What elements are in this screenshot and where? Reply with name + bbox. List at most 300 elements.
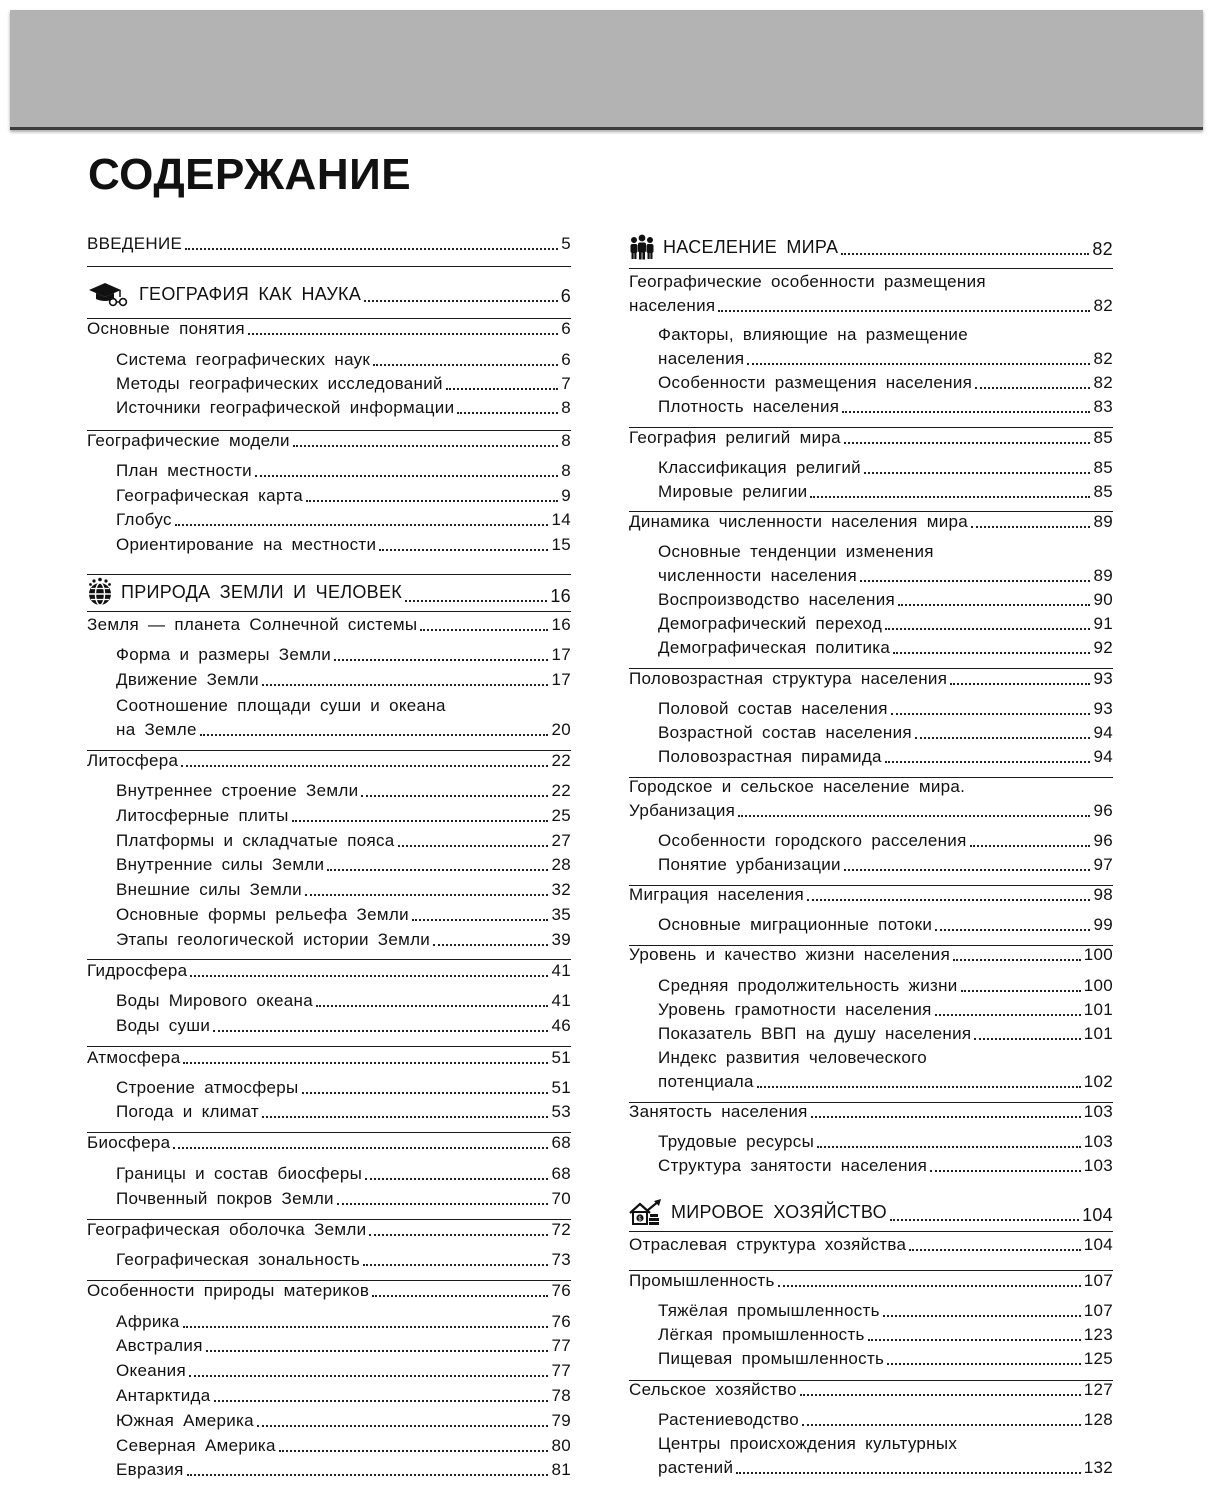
toc-entry-title: Динамика численности населения мира xyxy=(629,512,969,531)
section-divider xyxy=(629,1102,1113,1103)
dot-leader xyxy=(935,1014,1081,1016)
toc-subentry[interactable] xyxy=(116,1360,571,1382)
toc-page-number: 51 xyxy=(551,1078,571,1097)
toc-entry-title: Евразия xyxy=(116,1460,184,1479)
dot-leader xyxy=(365,1178,548,1180)
toc-entry[interactable] xyxy=(87,960,571,982)
dot-leader xyxy=(842,411,1090,413)
toc-page-number: 22 xyxy=(551,781,571,800)
toc-subentry[interactable] xyxy=(116,509,571,531)
economy-icon xyxy=(629,1198,663,1226)
section-divider xyxy=(629,945,1113,946)
toc-page-number: 98 xyxy=(1093,885,1113,904)
toc-subentry[interactable] xyxy=(116,1163,571,1185)
toc-page-number: 32 xyxy=(551,880,571,899)
toc-subentry[interactable] xyxy=(658,975,1113,997)
toc-entry[interactable] xyxy=(629,511,1113,533)
toc-subentry[interactable] xyxy=(658,1071,1113,1093)
dot-leader xyxy=(173,1147,548,1149)
section-divider xyxy=(87,1280,571,1281)
toc-entry[interactable] xyxy=(87,614,571,636)
toc-page-number: 93 xyxy=(1093,699,1113,718)
toc-page-number: 103 xyxy=(1083,1102,1113,1121)
toc-entry[interactable] xyxy=(629,884,1113,906)
dot-leader xyxy=(935,929,1090,931)
toc-subentry[interactable] xyxy=(658,396,1113,418)
toc-entry-title: Северная Америка xyxy=(116,1436,276,1455)
dot-leader xyxy=(844,869,1091,871)
toc-entry-title: Границы и состав биосферы xyxy=(116,1164,363,1183)
toc-subentry[interactable] xyxy=(116,373,571,395)
dot-leader xyxy=(930,1170,1081,1172)
toc-subentry[interactable] xyxy=(116,485,571,507)
toc-page-number: 8 xyxy=(561,431,571,450)
graduation-cap-icon xyxy=(87,281,131,307)
toc-page-number: 101 xyxy=(1083,1024,1113,1043)
toc-page-number: 41 xyxy=(551,961,571,980)
toc-entry-title: населения xyxy=(658,349,745,368)
toc-page-number: 89 xyxy=(1093,512,1113,531)
dot-leader xyxy=(334,659,548,661)
dot-leader xyxy=(811,1116,1081,1118)
toc-subentry[interactable] xyxy=(658,722,1113,744)
toc-page-number: 51 xyxy=(551,1048,571,1067)
dot-leader xyxy=(810,496,1090,498)
dot-leader xyxy=(187,1474,549,1476)
section-divider xyxy=(629,1270,1113,1271)
toc-entry-title: Литосферные плиты xyxy=(116,806,289,825)
toc-page-number: 103 xyxy=(1083,1132,1113,1151)
svg-text:$: $ xyxy=(637,1215,643,1223)
dot-leader xyxy=(864,472,1091,474)
globe-icon xyxy=(87,577,113,607)
dot-leader xyxy=(206,1350,549,1352)
dot-leader xyxy=(262,1116,548,1118)
dot-leader xyxy=(181,765,548,767)
toc-page-number: 22 xyxy=(551,751,571,770)
toc-subentry[interactable] xyxy=(658,1155,1113,1177)
dot-leader xyxy=(200,734,549,736)
toc-page-number: 101 xyxy=(1083,1000,1113,1019)
toc-entry-title: Плотность населения xyxy=(658,397,840,416)
toc-entry-title: Антарктида xyxy=(116,1386,211,1405)
toc-entry-title: Классификация религий xyxy=(658,458,861,477)
toc-subentry[interactable] xyxy=(658,999,1113,1021)
toc-entry-line1: Центры происхождения культурных xyxy=(658,1434,958,1453)
dot-leader xyxy=(909,1249,1080,1251)
toc-entry-title: Географическая зональность xyxy=(116,1250,361,1269)
toc-page-number: 7 xyxy=(561,374,571,393)
section-divider xyxy=(629,1231,1113,1232)
toc-page-number: 78 xyxy=(551,1386,571,1405)
toc-entry-title: Особенности городского расселения xyxy=(658,831,967,850)
toc-entry-title: Возрастной состав населения xyxy=(658,723,912,742)
toc-entry-title: Географические модели xyxy=(87,431,290,450)
toc-page-number: 16 xyxy=(551,615,571,634)
page-title: СОДЕРЖАНИЕ xyxy=(88,150,412,199)
dot-leader xyxy=(405,600,547,602)
toc-entry-title: Форма и размеры Земли xyxy=(116,645,332,664)
toc-subentry[interactable] xyxy=(116,1101,571,1123)
toc-page-number: 39 xyxy=(551,930,571,949)
toc-entry-title: Воды суши xyxy=(116,1016,211,1035)
toc-entry-title: Австралия xyxy=(116,1336,203,1355)
section-divider xyxy=(87,959,571,960)
toc-entry[interactable] xyxy=(629,1234,1113,1256)
toc-entry-title: Методы географических исследований xyxy=(116,374,443,393)
dot-leader xyxy=(891,713,1091,715)
dot-leader xyxy=(337,1203,549,1205)
toc-entry-title: Гидросфера xyxy=(87,961,188,980)
toc-entry[interactable] xyxy=(87,1132,571,1154)
toc-entry-title: Особенности природы материков xyxy=(87,1281,370,1300)
toc-page-number: 35 xyxy=(551,905,571,924)
toc-entry-title: Миграция населения xyxy=(629,885,805,904)
toc-entry[interactable] xyxy=(87,318,571,340)
toc-subentry[interactable] xyxy=(658,830,1113,852)
toc-entry-line1: Индекс развития человеческого xyxy=(658,1048,928,1067)
dot-leader xyxy=(412,919,549,921)
toc-entry-title: потенциала xyxy=(658,1072,754,1091)
toc-chapter[interactable] xyxy=(629,234,1113,259)
toc-subentry[interactable] xyxy=(116,1385,571,1407)
toc-entry-title: Литосфера xyxy=(87,751,179,770)
toc-subentry[interactable] xyxy=(658,613,1113,635)
toc-page-number: 15 xyxy=(551,535,571,554)
toc-subentry[interactable] xyxy=(116,879,571,901)
toc-entry-title: Понятие урбанизации xyxy=(658,855,841,874)
toc-subentry[interactable] xyxy=(116,1435,571,1457)
dot-leader xyxy=(214,1400,549,1402)
toc-entry-title: ГЕОГРАФИЯ КАК НАУКА xyxy=(139,284,362,304)
toc-subentry[interactable] xyxy=(116,1015,571,1037)
toc-page-number: 82 xyxy=(1093,373,1113,392)
toc-subentry[interactable] xyxy=(116,1188,571,1210)
toc-page-number: 89 xyxy=(1093,566,1113,585)
toc-subentry[interactable] xyxy=(116,1335,571,1357)
toc-subentry[interactable] xyxy=(658,914,1113,936)
dot-leader xyxy=(887,1363,1081,1365)
toc-subentry[interactable] xyxy=(658,1324,1113,1346)
toc-entry[interactable] xyxy=(629,668,1113,690)
toc-entry[interactable] xyxy=(87,1280,571,1302)
toc-entry[interactable] xyxy=(87,1047,571,1069)
toc-subentry[interactable] xyxy=(116,854,571,876)
dot-leader xyxy=(373,364,558,366)
dot-leader xyxy=(885,761,1091,763)
toc-entry-title: Половозрастная пирамида xyxy=(658,747,882,766)
section-divider xyxy=(87,318,571,319)
dot-leader xyxy=(433,944,548,946)
section-divider xyxy=(629,511,1113,512)
toc-page-number: 73 xyxy=(551,1250,571,1269)
dot-leader xyxy=(841,253,1089,255)
dot-leader xyxy=(953,959,1081,961)
toc-subentry[interactable] xyxy=(658,1457,1113,1479)
toc-entry-title: Половой состав населения xyxy=(658,699,888,718)
toc-entry-title: Уровень грамотности населения xyxy=(658,1000,932,1019)
dot-leader xyxy=(248,333,558,335)
toc-page-number: 80 xyxy=(551,1436,571,1455)
dot-leader xyxy=(950,683,1090,685)
toc-subentry[interactable] xyxy=(658,481,1113,503)
toc-page-number: 94 xyxy=(1093,723,1113,742)
toc-subentry[interactable] xyxy=(116,669,571,691)
toc-entry-title: Погода и климат xyxy=(116,1102,259,1121)
toc-entry-title: Половозрастная структура населения xyxy=(629,669,948,688)
toc-entry-title: численности населения xyxy=(658,566,857,585)
toc-subentry[interactable] xyxy=(658,854,1113,876)
toc-entry-title: Движение Земли xyxy=(116,670,259,689)
toc-page-number: 79 xyxy=(551,1411,571,1430)
toc-entry-title: на Земле xyxy=(116,720,197,739)
dot-leader xyxy=(893,652,1090,654)
toc-page-number: 100 xyxy=(1083,976,1113,995)
toc-entry[interactable] xyxy=(629,427,1113,449)
toc-subentry[interactable] xyxy=(658,1348,1113,1370)
toc-entry-title: Основные формы рельефа Земли xyxy=(116,905,409,924)
toc-page-number: 107 xyxy=(1083,1271,1113,1290)
toc-entry-title: Этапы геологической истории Земли xyxy=(116,930,431,949)
toc-subentry[interactable] xyxy=(116,780,571,802)
toc-entry-title: Внутреннее строение Земли xyxy=(116,781,359,800)
toc-entry[interactable] xyxy=(629,800,1113,822)
toc-page-number: 103 xyxy=(1083,1156,1113,1175)
dot-leader xyxy=(757,1086,1081,1088)
toc-page-number: 93 xyxy=(1093,669,1113,688)
dot-leader xyxy=(363,1264,548,1266)
toc-entry-title: НАСЕЛЕНИЕ МИРА xyxy=(663,237,839,257)
toc-page-number: 17 xyxy=(551,670,571,689)
toc-page-number: 107 xyxy=(1083,1301,1113,1320)
toc-entry-line1: Соотношение площади суши и океана xyxy=(116,696,446,715)
dot-leader xyxy=(457,412,558,414)
toc-subentry[interactable] xyxy=(658,589,1113,611)
section-divider xyxy=(87,1046,571,1047)
toc-entry-title: Растениеводство xyxy=(658,1410,800,1429)
toc-subentry[interactable] xyxy=(116,805,571,827)
dot-leader xyxy=(885,628,1090,630)
toc-page-number: 46 xyxy=(551,1016,571,1035)
toc-page-number: 28 xyxy=(551,855,571,874)
toc-page-number: 8 xyxy=(561,461,571,480)
toc-page-number: 96 xyxy=(1093,801,1113,820)
toc-subentry[interactable] xyxy=(116,1077,571,1099)
toc-page-number: 99 xyxy=(1093,915,1113,934)
section-divider xyxy=(629,668,1113,669)
dot-leader xyxy=(185,248,558,250)
toc-entry-title: Отраслевая структура хозяйства xyxy=(629,1235,907,1254)
toc-page-number: 70 xyxy=(551,1189,571,1208)
dot-leader xyxy=(844,442,1091,444)
dot-leader xyxy=(802,1424,1081,1426)
toc-subentry[interactable] xyxy=(116,644,571,666)
toc-subentry[interactable] xyxy=(116,534,571,556)
toc-entry[interactable] xyxy=(87,430,571,452)
toc-page-number: 96 xyxy=(1093,831,1113,850)
toc-entry-title: Демографическая политика xyxy=(658,638,891,657)
toc-page-number: 8 xyxy=(561,398,571,417)
toc-subentry[interactable] xyxy=(658,698,1113,720)
toc-entry[interactable] xyxy=(629,944,1113,966)
dot-leader xyxy=(183,1326,549,1328)
dot-leader xyxy=(883,1315,1081,1317)
toc-entry-title: Показатель ВВП на душу населения xyxy=(658,1024,972,1043)
toc-subentry[interactable] xyxy=(658,457,1113,479)
toc-entry-title: Строение атмосферы xyxy=(116,1078,299,1097)
toc-entry[interactable] xyxy=(629,1379,1113,1401)
toc-page-number: 20 xyxy=(551,720,571,739)
toc-entry-line1: Географические особенности размещения xyxy=(629,272,986,291)
toc-page-number: 68 xyxy=(551,1133,571,1152)
toc-entry-title: населения xyxy=(629,296,716,315)
dot-leader xyxy=(369,1234,548,1236)
toc-entry-title: Почвенный покров Земли xyxy=(116,1189,334,1208)
toc-subentry[interactable] xyxy=(116,990,571,1012)
toc-page-number: 97 xyxy=(1093,855,1113,874)
toc-entry-title: План местности xyxy=(116,461,252,480)
toc-page-number: 123 xyxy=(1083,1325,1113,1344)
dot-leader xyxy=(817,1146,1081,1148)
toc-entry-title: Внутренние силы Земли xyxy=(116,855,325,874)
toc-page-number: 77 xyxy=(551,1361,571,1380)
toc-page-number: 81 xyxy=(551,1460,571,1479)
toc-entry-title: Занятость населения xyxy=(629,1102,808,1121)
dot-leader xyxy=(292,820,549,822)
toc-entry-line1: Городское и сельское население мира. xyxy=(629,777,966,796)
section-divider xyxy=(87,1132,571,1133)
toc-entry[interactable] xyxy=(87,233,571,255)
toc-entry-title: Демографический переход xyxy=(658,614,883,633)
toc-page-number: 53 xyxy=(551,1102,571,1121)
dot-leader xyxy=(262,684,549,686)
dot-leader xyxy=(970,845,1091,847)
dot-leader xyxy=(807,899,1090,901)
toc-subentry[interactable] xyxy=(658,348,1113,370)
toc-entry[interactable] xyxy=(87,750,571,772)
toc-subentry[interactable] xyxy=(658,1131,1113,1153)
toc-chapter[interactable] xyxy=(629,1198,1113,1225)
toc-entry-title: Океания xyxy=(116,1361,186,1380)
toc-page-number: 27 xyxy=(551,831,571,850)
dot-leader xyxy=(306,500,558,502)
toc-page-number: 90 xyxy=(1093,590,1113,609)
toc-entry[interactable] xyxy=(629,1101,1113,1123)
toc-entry-title: Южная Америка xyxy=(116,1411,254,1430)
toc-page-number: 85 xyxy=(1093,458,1113,477)
toc-subentry[interactable] xyxy=(658,746,1113,768)
section-divider xyxy=(629,1380,1113,1381)
toc-page-number: 41 xyxy=(551,991,571,1010)
toc-page-number: 127 xyxy=(1083,1380,1113,1399)
toc-subentry[interactable] xyxy=(658,1023,1113,1045)
toc-subentry[interactable] xyxy=(658,565,1113,587)
dot-leader xyxy=(257,1425,549,1427)
toc-page-number: 14 xyxy=(551,510,571,529)
toc-entry-title: ПРИРОДА ЗЕМЛИ И ЧЕЛОВЕК xyxy=(121,582,403,602)
toc-entry[interactable] xyxy=(629,1270,1113,1292)
toc-page-number: 100 xyxy=(1083,945,1113,964)
toc-subentry[interactable] xyxy=(658,372,1113,394)
toc-entry-title: растений xyxy=(658,1458,734,1477)
people-icon xyxy=(629,234,655,260)
toc-page-number: 6 xyxy=(560,286,571,306)
toc-subentry[interactable] xyxy=(116,830,571,852)
toc-entry-title: Основные понятия xyxy=(87,319,245,338)
dot-leader xyxy=(971,526,1090,528)
toc-subentry[interactable] xyxy=(116,460,571,482)
dot-leader xyxy=(302,1092,549,1094)
toc-page-number: 85 xyxy=(1093,482,1113,501)
toc-entry-title: Структура занятости населения xyxy=(658,1156,928,1175)
toc-entry[interactable] xyxy=(87,1219,571,1241)
toc-page-number: 5 xyxy=(561,234,571,253)
dot-leader xyxy=(747,363,1090,365)
toc-page-number: 83 xyxy=(1093,397,1113,416)
toc-page-number: 92 xyxy=(1093,638,1113,657)
dot-leader xyxy=(175,524,549,526)
toc-entry-title: Биосфера xyxy=(87,1133,171,1152)
section-divider xyxy=(629,268,1113,269)
toc-subentry[interactable] xyxy=(658,1300,1113,1322)
toc-subentry[interactable] xyxy=(116,1249,571,1271)
toc-entry-title: Мировые религии xyxy=(658,482,808,501)
toc-entry-title: Сельское хозяйство xyxy=(629,1380,797,1399)
toc-subentry[interactable] xyxy=(116,719,571,741)
toc-subentry[interactable] xyxy=(658,1409,1113,1431)
dot-leader xyxy=(379,549,548,551)
toc-subentry[interactable] xyxy=(658,637,1113,659)
toc-page-number: 82 xyxy=(1092,239,1113,259)
toc-subentry[interactable] xyxy=(116,349,571,371)
toc-entry-title: Ориентирование на местности xyxy=(116,535,377,554)
toc-subentry[interactable] xyxy=(116,1311,571,1333)
toc-subentry[interactable] xyxy=(116,1459,571,1481)
dot-leader xyxy=(420,629,548,631)
dot-leader xyxy=(183,1062,548,1064)
toc-page-number: 77 xyxy=(551,1336,571,1355)
dot-leader xyxy=(800,1394,1081,1396)
section-divider xyxy=(629,885,1113,886)
toc-page-number: 17 xyxy=(551,645,571,664)
toc-chapter[interactable] xyxy=(87,281,571,306)
toc-entry-title: Воды Мирового океана xyxy=(116,991,313,1010)
toc-entry-title: Глобус xyxy=(116,510,172,529)
toc-chapter[interactable] xyxy=(87,577,571,606)
toc-page-number: 25 xyxy=(551,806,571,825)
toc-subentry[interactable] xyxy=(116,929,571,951)
section-divider xyxy=(87,611,571,612)
toc-entry-title: Средняя продолжительность жизни xyxy=(658,976,958,995)
toc-entry-title: ВВЕДЕНИЕ xyxy=(87,234,183,253)
toc-subentry[interactable] xyxy=(116,1410,571,1432)
dot-leader xyxy=(961,990,1081,992)
toc-page-number: 128 xyxy=(1083,1410,1113,1429)
toc-subentry[interactable] xyxy=(116,904,571,926)
section-divider xyxy=(87,266,571,267)
toc-entry-title: Промышленность xyxy=(629,1271,775,1290)
toc-entry-title: Земля — планета Солнечной системы xyxy=(87,615,418,634)
toc-page-number: 132 xyxy=(1083,1458,1113,1477)
toc-subentry[interactable] xyxy=(116,397,571,419)
toc-page-number: 76 xyxy=(551,1281,571,1300)
dot-leader xyxy=(868,1339,1081,1341)
toc-entry-title: География религий мира xyxy=(629,428,841,447)
section-divider xyxy=(629,427,1113,428)
toc-entry-title: Уровень и качество жизни населения xyxy=(629,945,951,964)
toc-page-number: 6 xyxy=(561,350,571,369)
toc-entry[interactable] xyxy=(629,295,1113,317)
